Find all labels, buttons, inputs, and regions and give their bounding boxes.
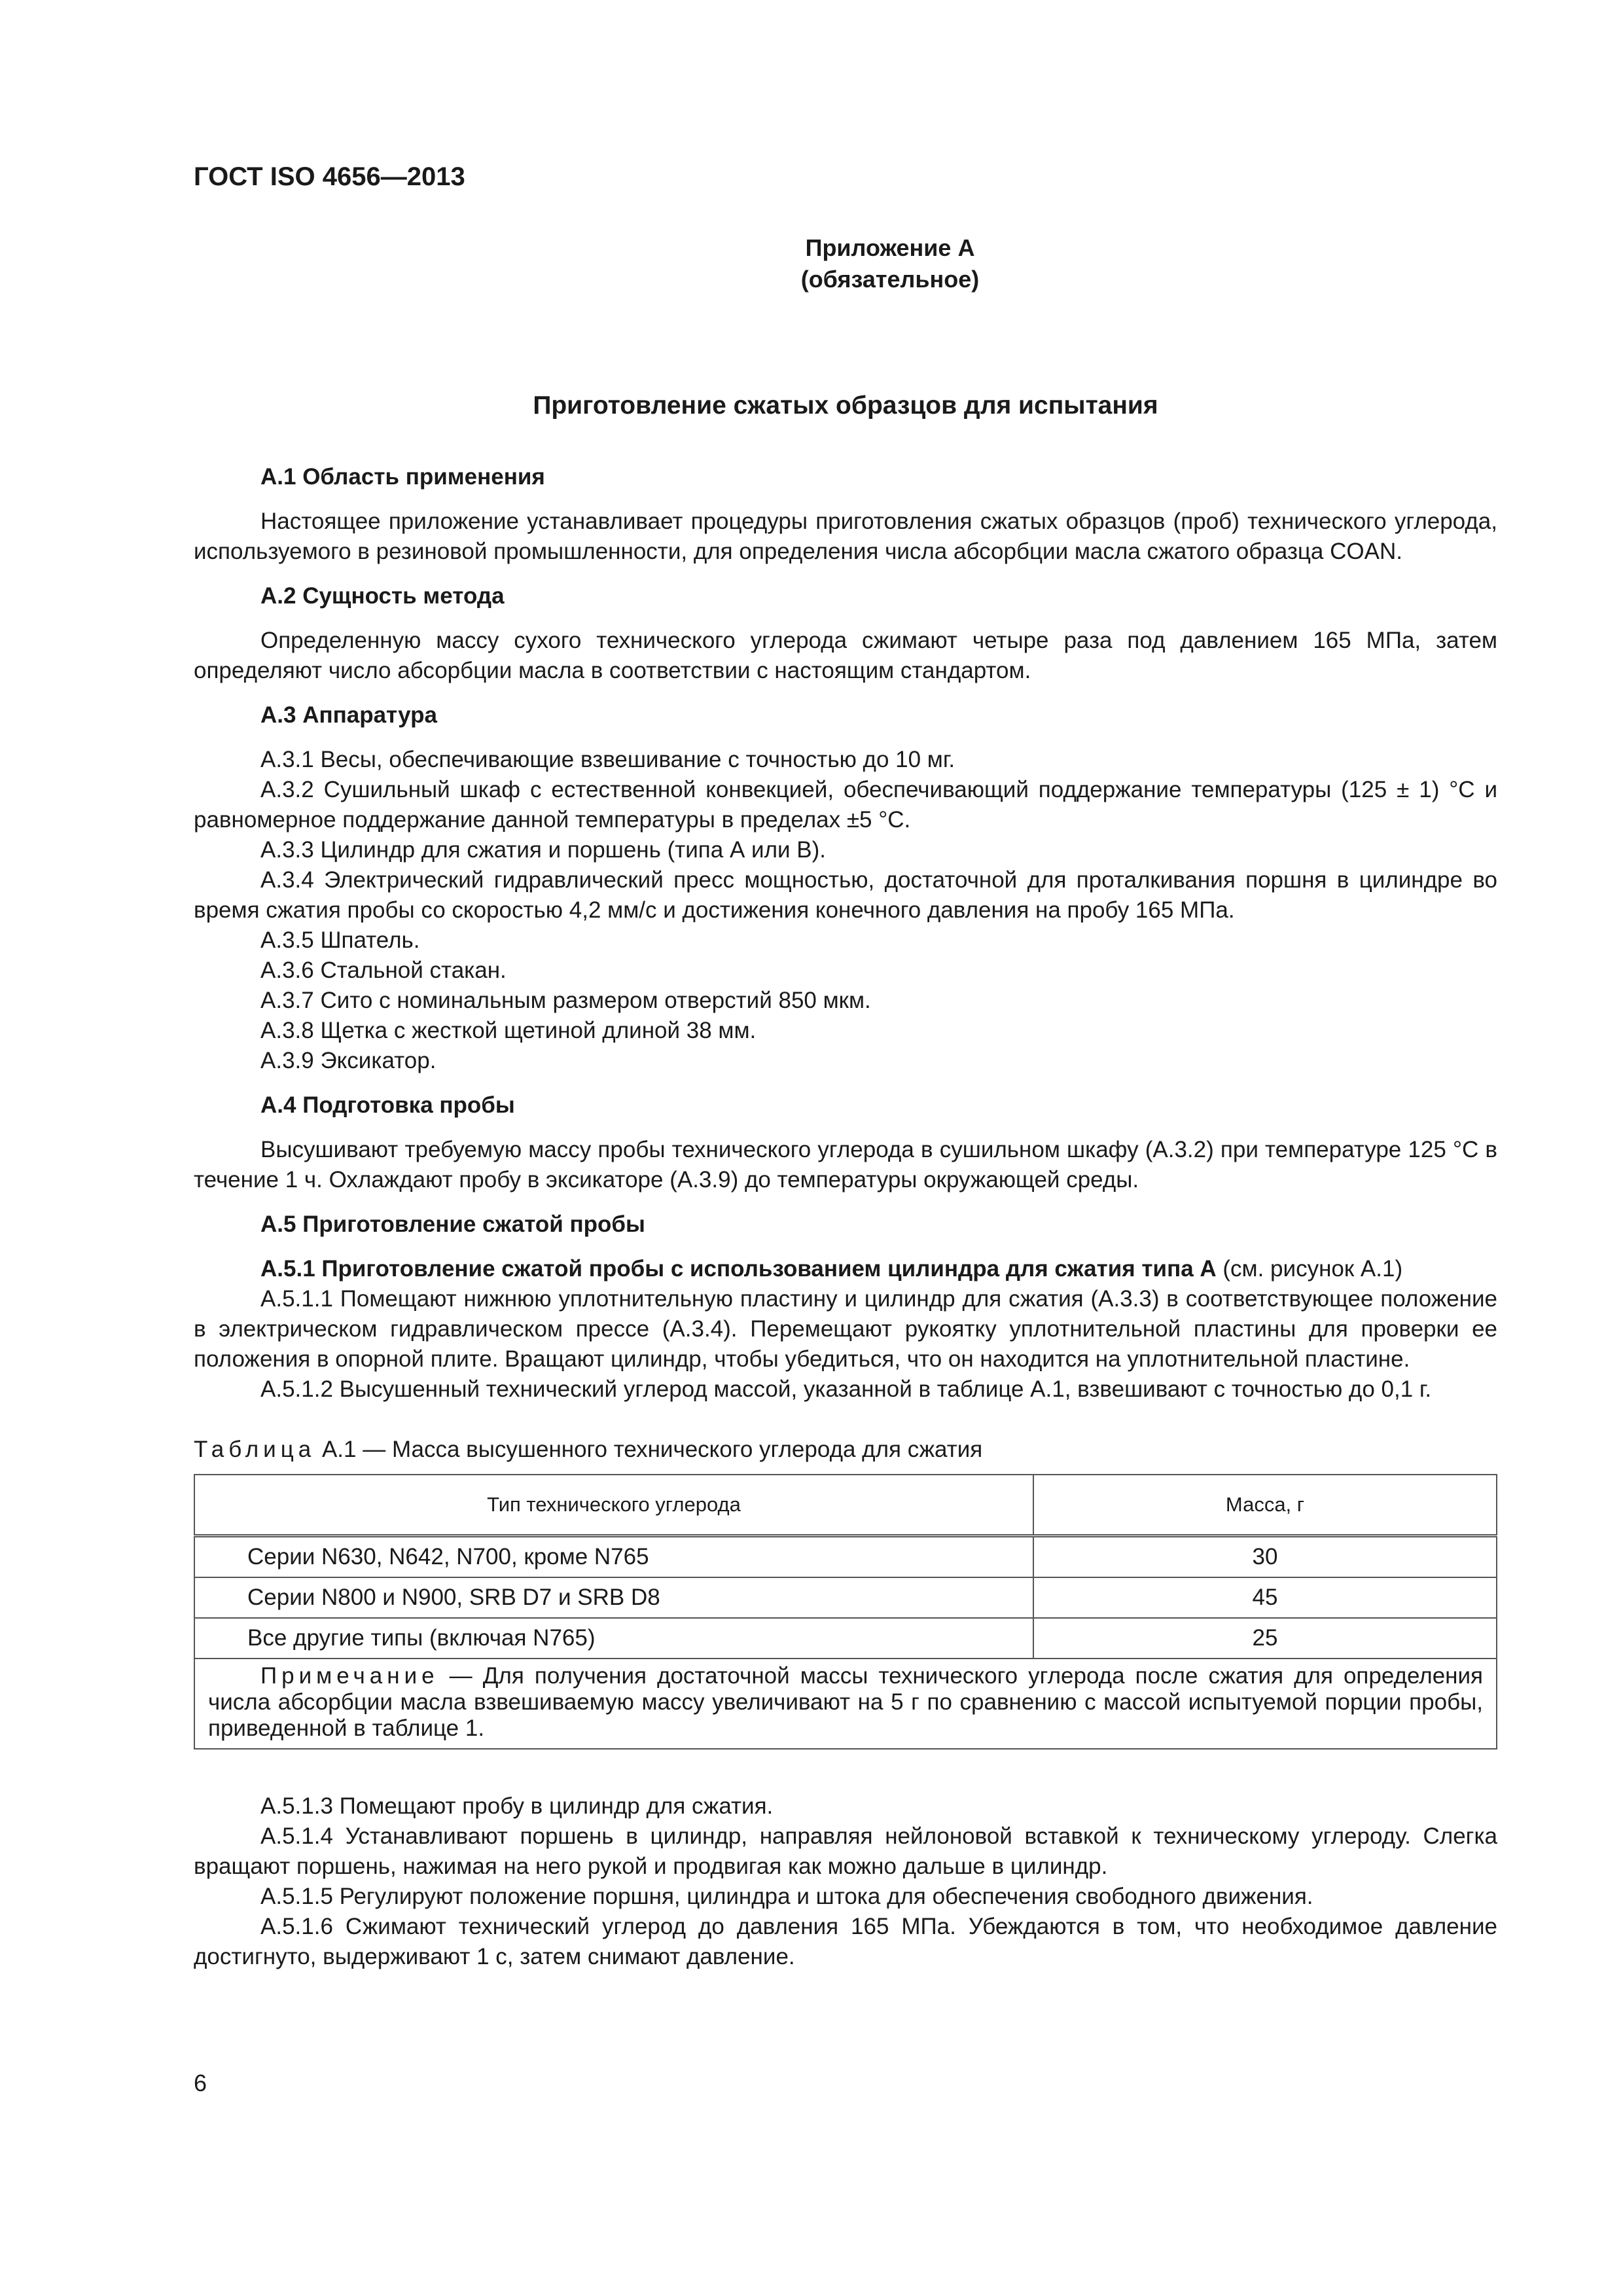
table-row (194, 1536, 1497, 1578)
table-row (194, 1618, 1497, 1659)
column-header-type: Тип технического углерода (194, 1475, 1033, 1536)
table-cell-type: Все другие типы (включая N765) (194, 1618, 1033, 1659)
annex-name: Приложение А (805, 234, 975, 261)
table-cell-type: Серии N800 и N900, SRB D7 и SRB D8 (194, 1577, 1033, 1618)
apparatus-item: А.3.6 Стальной стакан. (260, 958, 507, 983)
section-heading-a4: А.4 Подготовка пробы (260, 1092, 515, 1118)
table-caption (194, 1435, 1497, 1465)
apparatus-item: А.3.3 Цилиндр для сжатия и поршень (типа А или В). (260, 837, 826, 863)
column-header-mass: Масса, г (1033, 1475, 1497, 1536)
after-table-block (194, 1791, 1497, 1972)
section-text-a1: Настоящее приложение устанавливает процедуры приготовления сжатых образцов (проб) технического углерода, используемого в резиновой промышленности, для определения числа абсорбции масла сжатого образца COAN. (194, 509, 1497, 564)
apparatus-item: А.3.7 Сито с номинальным размером отверстий 850 мкм. (260, 988, 871, 1013)
paragraph-a5-1-5: А.5.1.5 Регулируют положение поршня, цилиндра и штока для обеспечения свободного движения. (260, 1884, 1313, 1909)
table-note (194, 1659, 1497, 1749)
table-note-text: — Для получения достаточной массы технического углерода после сжатия для определения числа абсорбции масла взвешиваемую массу увеличивают на 5 г по сравнению с массой испытуемой порции пробы, приведенной в таблице 1. (208, 1663, 1483, 1741)
annex-block (733, 232, 1047, 295)
section-heading-a3: А.3 Аппаратура (260, 702, 437, 728)
section-heading-a5: А.5 Приготовление сжатой пробы (260, 1211, 645, 1237)
section-heading-a2: А.2 Сущность метода (260, 583, 505, 609)
table-header-row (194, 1475, 1497, 1536)
apparatus-item: А.3.8 Щетка с жесткой щетиной длиной 38 мм. (260, 1018, 757, 1043)
paragraph-a5-1-1: А.5.1.1 Помещают нижнюю уплотнительную пластину и цилиндр для сжатия (А.3.3) в соответствующее положение в электрическом гидравлическом прессе (А.3.4). Перемещают рукоятку уплотнительной пластины для проверки ее положения в опорной плите. Вращают цилиндр, чтобы убедиться, что он находится на уплотнительной пластине. (194, 1286, 1497, 1372)
document-header: ГОСТ ISO 4656—2013 (194, 162, 465, 191)
annex-title: Приготовление сжатых образцов для испытания (533, 391, 1158, 420)
section-heading-a1: А.1 Область применения (260, 464, 545, 490)
paragraph-a5-1-4: А.5.1.4 Устанавливают поршень в цилиндр, направляя нейлоновой вставкой к техническому углероду. Слегка вращают поршень, нажимая на него рукой и продвигая как можно дальше в цилиндр. (194, 1823, 1497, 1879)
mass-table (194, 1474, 1497, 1749)
page-number: 6 (194, 2070, 207, 2096)
section-text-a2: Определенную массу сухого технического углерода сжимают четыре раза под давлением 165 МПа, затем определяют число абсорбции масла в соответствии с настоящим стандартом. (194, 628, 1497, 683)
apparatus-item: А.3.2 Сушильный шкаф с естественной конвекцией, обеспечивающий поддержание температуры (125 ± 1) °С и равномерное поддержание данной температуры в пределах ±5 °С. (194, 777, 1497, 833)
table-cell-type: Серии N630, N642, N700, кроме N765 (194, 1536, 1033, 1578)
table-caption-label: Таблица (194, 1437, 316, 1462)
table-row (194, 1577, 1497, 1618)
paragraph-a5-1-6: А.5.1.6 Сжимают технический углерод до давления 165 МПа. Убеждаются в том, что необходимое давление достигнуто, выдерживают 1 с, затем снимают давление. (194, 1914, 1497, 1969)
section-text-a4: Высушивают требуемую массу пробы технического углерода в сушильном шкафу (А.3.2) при температуре 125 °С в течение 1 ч. Охлаждают пробу в эксикаторе (А.3.9) до температуры окружающей среды. (194, 1137, 1497, 1193)
table-caption-text: А.1 — Масса высушенного технического углерода для сжатия (315, 1437, 983, 1462)
apparatus-item: А.3.9 Эксикатор. (260, 1048, 437, 1073)
apparatus-item: А.3.5 Шпатель. (260, 927, 420, 953)
table-cell-mass: 30 (1033, 1536, 1497, 1578)
table-cell-mass: 25 (1033, 1618, 1497, 1659)
subsection-a5-1 (194, 1254, 1497, 1284)
table-note-label: Примечание (260, 1663, 439, 1689)
table-note-row (194, 1659, 1497, 1749)
paragraph-a5-1-2: А.5.1.2 Высушенный технический углерод массой, указанной в таблице А.1, взвешивают с точностью до 0,1 г. (260, 1376, 1432, 1402)
apparatus-item: А.3.4 Электрический гидравлический пресс мощностью, достаточной для проталкивания поршня в цилиндре во время сжатия пробы со скоростью 4,2 мм/с и достижения конечного давления на пробу 165 МПа. (194, 867, 1497, 923)
annex-status: (обязательное) (800, 266, 980, 293)
apparatus-item: А.3.1 Весы, обеспечивающие взвешивание с точностью до 10 мг. (260, 747, 955, 772)
subsection-a5-1-title: А.5.1 Приготовление сжатой пробы с использованием цилиндра для сжатия типа А (260, 1256, 1217, 1282)
content (194, 462, 1497, 1972)
subsection-a5-1-ref: (см. рисунок А.1) (1216, 1256, 1403, 1282)
table-cell-mass: 45 (1033, 1577, 1497, 1618)
paragraph-a5-1-3: А.5.1.3 Помещают пробу в цилиндр для сжатия. (260, 1793, 774, 1819)
